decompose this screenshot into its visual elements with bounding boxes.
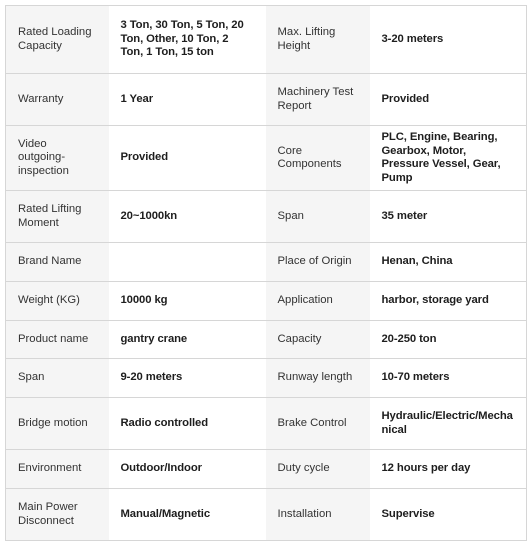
- spec-value: 10000 kg: [109, 282, 266, 321]
- spec-label: Main Power Disconnect: [6, 489, 109, 541]
- spec-value: 1 Year: [109, 74, 266, 126]
- spec-value: harbor, storage yard: [370, 282, 527, 321]
- spec-label: Rated Loading Capacity: [6, 6, 109, 74]
- spec-value: 3 Ton, 30 Ton, 5 Ton, 20 Ton, Other, 10 Ton, 2 Ton, 1 Ton, 15 ton: [109, 6, 266, 74]
- spec-label: Application: [266, 282, 370, 321]
- table-row: [6, 126, 527, 191]
- table-row: [6, 191, 527, 243]
- table-row: [6, 398, 527, 450]
- spec-label: Bridge motion: [6, 398, 109, 450]
- spec-label: Video outgoing-inspection: [6, 126, 109, 191]
- spec-value: Hydraulic/Electric/Mechanical: [370, 398, 527, 450]
- specifications-table: [5, 5, 527, 541]
- spec-label: Machinery Test Report: [266, 74, 370, 126]
- spec-value: 3-20 meters: [370, 6, 527, 74]
- table-row: [6, 243, 527, 282]
- spec-label: Place of Origin: [266, 243, 370, 282]
- spec-label: Duty cycle: [266, 450, 370, 489]
- spec-value: 9-20 meters: [109, 359, 266, 398]
- table-row: [6, 74, 527, 126]
- spec-label: Product name: [6, 321, 109, 359]
- table-row: [6, 489, 527, 541]
- table-row: [6, 6, 527, 74]
- spec-value: 20~1000kn: [109, 191, 266, 243]
- spec-value: Supervise: [370, 489, 527, 541]
- spec-value: 35 meter: [370, 191, 527, 243]
- spec-value: Outdoor/Indoor: [109, 450, 266, 489]
- spec-label: Brand Name: [6, 243, 109, 282]
- spec-value: PLC, Engine, Bearing, Gearbox, Motor, Pressure Vessel, Gear, Pump: [370, 126, 527, 191]
- spec-value: Henan, China: [370, 243, 527, 282]
- spec-value: Radio controlled: [109, 398, 266, 450]
- spec-label: Installation: [266, 489, 370, 541]
- spec-label: Capacity: [266, 321, 370, 359]
- spec-value: Provided: [370, 74, 527, 126]
- spec-label: Weight (KG): [6, 282, 109, 321]
- spec-value: 12 hours per day: [370, 450, 527, 489]
- spec-label: Max. Lifting Height: [266, 6, 370, 74]
- spec-label: Warranty: [6, 74, 109, 126]
- table-row: [6, 450, 527, 489]
- spec-value: [109, 243, 266, 282]
- spec-label: Environment: [6, 450, 109, 489]
- spec-value: Manual/Magnetic: [109, 489, 266, 541]
- spec-label: Rated Lifting Moment: [6, 191, 109, 243]
- table-row: [6, 282, 527, 321]
- spec-label: Brake Control: [266, 398, 370, 450]
- spec-value: gantry crane: [109, 321, 266, 359]
- spec-label: Core Components: [266, 126, 370, 191]
- spec-label: Span: [6, 359, 109, 398]
- table-row: [6, 321, 527, 359]
- table-row: [6, 359, 527, 398]
- spec-label: Runway length: [266, 359, 370, 398]
- spec-value: 20-250 ton: [370, 321, 527, 359]
- spec-value: 10-70 meters: [370, 359, 527, 398]
- spec-label: Span: [266, 191, 370, 243]
- spec-value: Provided: [109, 126, 266, 191]
